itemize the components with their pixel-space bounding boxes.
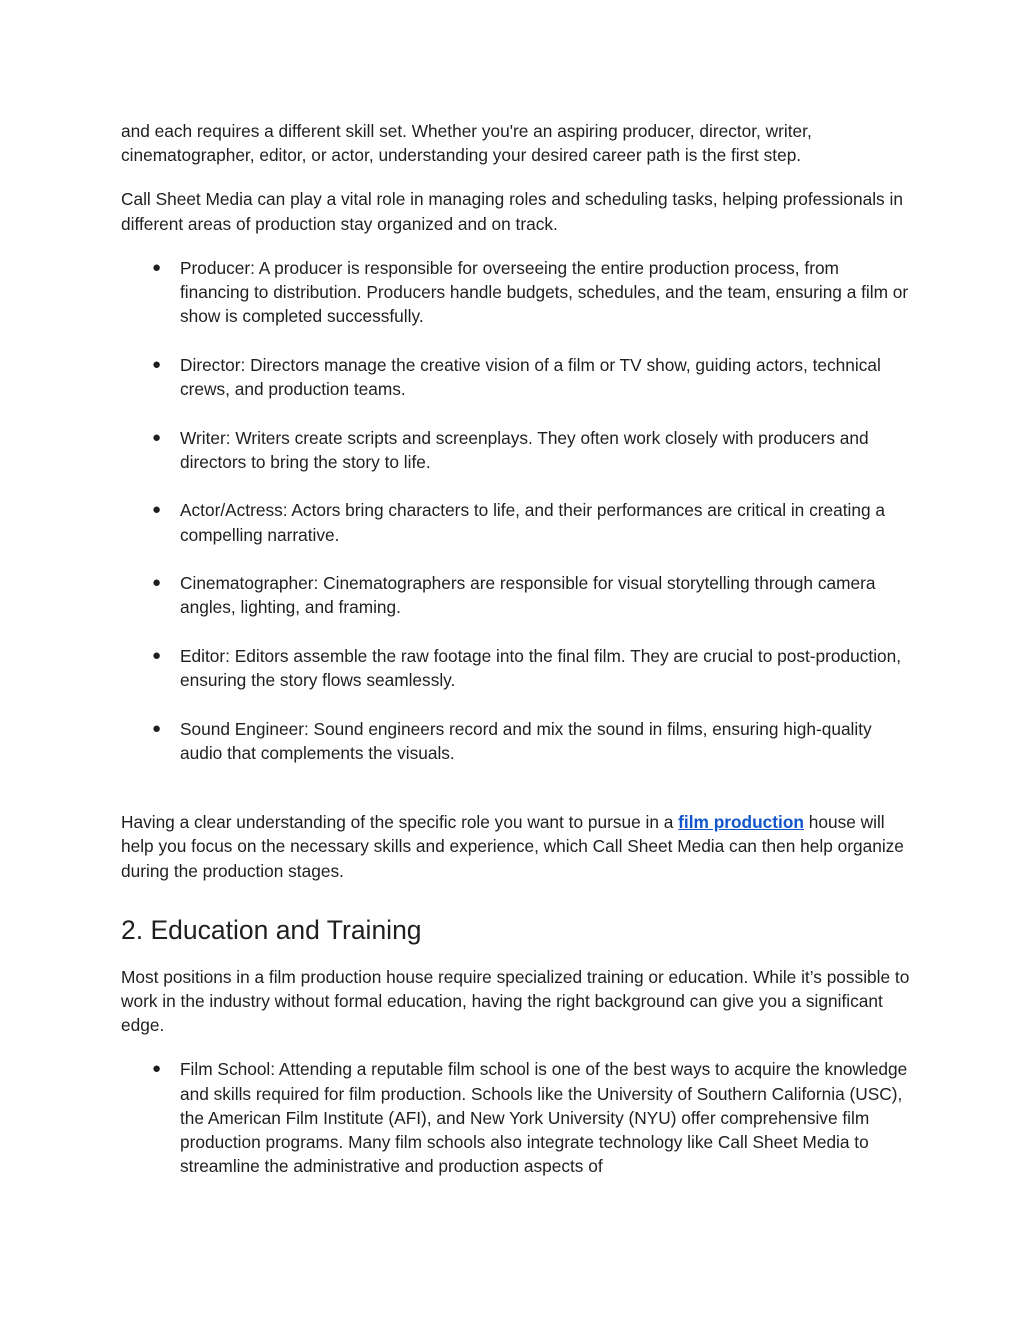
summary-text-before-link: Having a clear understanding of the specific role you want to pursue in a — [121, 812, 679, 833]
list-item-actor — [152, 498, 911, 546]
intro-paragraph-1: and each requires a different skill set. Whether you're an aspiring producer, director, writer, cinematographer, editor, or actor, understanding your desired career path is the first step. — [121, 121, 812, 166]
intro-paragraph-2: Call Sheet Media can play a vital role in managing roles and scheduling tasks, helping professionals in different areas of production stay organized and on track. — [121, 189, 903, 234]
list-item-text: Cinematographer: Cinematographers are responsible for visual storytelling through camera angles, lighting, and framing. — [180, 573, 876, 618]
list-item-text: Producer: A producer is responsible for overseeing the entire production process, from financing to distribution. Producers handle budgets, schedules, and the team, ensuring a film or show is completed successfully. — [180, 257, 909, 327]
list-item-sound-engineer — [152, 717, 911, 765]
list-item-text: Editor: Editors assemble the raw footage into the final film. They are crucial to post-production, ensuring the story flows seamlessly. — [180, 646, 902, 691]
bullet-icon: ● — [152, 1060, 162, 1078]
bullet-icon: ● — [152, 719, 162, 737]
film-production-link[interactable]: film production — [678, 812, 804, 833]
bullet-icon: ● — [152, 574, 162, 592]
list-item-film-school — [152, 1057, 911, 1178]
list-item-text: Film School: Attending a reputable film school is one of the best ways to acquire the knowledge and skills required for film production. Schools like the University of Southern California (USC), the American Film Institute (AFI), and New York University (NYU) offer comprehensive film production programs. Many film schools also integrate technology like Call Sheet Media to streamline the administrative and production aspects of — [180, 1059, 908, 1177]
list-item-text: Writer: Writers create scripts and screenplays. They often work closely with producers and directors to bring the story to life. — [180, 427, 869, 472]
bullet-icon: ● — [152, 355, 162, 373]
list-item-text: Sound Engineer: Sound engineers record and mix the sound in films, ensuring high-quality audio that complements the visuals. — [180, 718, 872, 763]
list-item-director — [152, 353, 911, 401]
roles-list — [121, 256, 911, 765]
document-page — [121, 119, 911, 1178]
bullet-icon: ● — [152, 501, 162, 519]
bullet-icon: ● — [152, 428, 162, 446]
list-item-text: Actor/Actress: Actors bring characters to life, and their performances are critical in creating a compelling narrative. — [180, 500, 885, 545]
bullet-icon: ● — [152, 258, 162, 276]
list-item-writer — [152, 426, 911, 474]
list-item-producer — [152, 256, 911, 329]
summary-paragraph — [121, 810, 911, 883]
list-item-text: Director: Directors manage the creative vision of a film or TV show, guiding actors, technical crews, and production teams. — [180, 354, 881, 400]
education-list — [121, 1057, 911, 1178]
bullet-icon: ● — [152, 647, 162, 664]
section-heading: 2. Education and Training — [121, 914, 422, 945]
section-intro-paragraph: Most positions in a film production house require specialized training or education. While it’s possible to work in the industry without formal education, having the right background can give you a significant edge. — [121, 966, 910, 1036]
list-item-editor — [152, 644, 911, 692]
list-item-cinematographer — [152, 571, 911, 619]
summary-text-after-link: house will help you focus on the necessary skills and experience, which Call Sheet Media can then help organize during the production stages. — [121, 812, 904, 881]
